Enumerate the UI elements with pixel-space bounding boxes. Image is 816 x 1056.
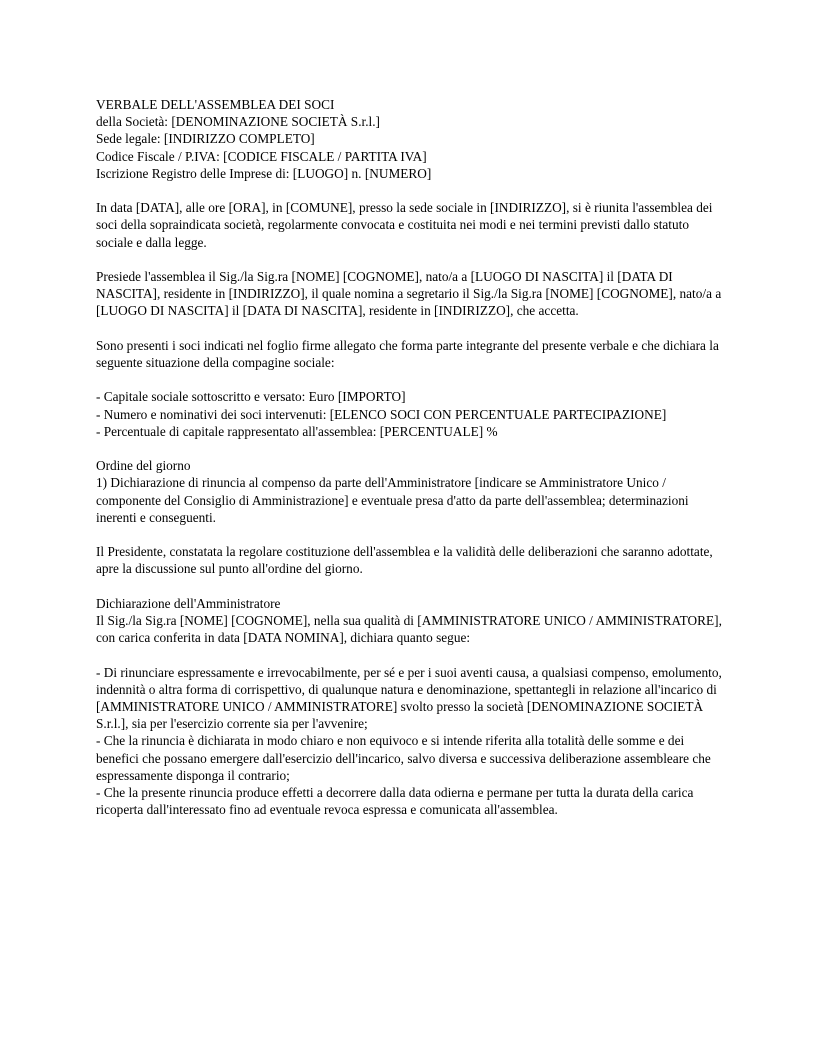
waiver-terms-list-line: - Che la presente rinuncia produce effetti a decorrere dalla data odierna e permane per tutta la durata della carica ricoperta dall'interessato fino ad eventuale revoca espressa e comunicata all'assemblea. <box>96 785 697 818</box>
document-heading-line: Codice Fiscale / P.IVA: [CODICE FISCALE / PARTITA IVA] <box>96 148 427 164</box>
convocation-paragraph <box>96 199 722 251</box>
president-opening-paragraph-line: Il Presidente, constatata la regolare costituzione dell'assemblea e la validità delle deliberazioni che saranno adottate, apre la discussione sul punto all'ordine del giorno. <box>96 544 717 577</box>
officers-paragraph-line: Presiede l'assemblea il Sig./la Sig.ra [NOME] [COGNOME], nato/a a [LUOGO DI NASCITA] il [DATA DI NASCITA], residente in [INDIRIZZO], il quale nomina a segretario il Sig./la Sig.ra [NOME] [COGNOME], nato/a a [LUOGO DI NASCITA] il [DATA DI NASCITA], residente in [INDIRIZZO], che accetta. <box>96 269 725 319</box>
agenda-section <box>96 457 722 526</box>
capital-details-list-line: - Capitale sociale sottoscritto e versato: Euro [IMPORTO] <box>96 389 406 405</box>
administrator-declaration-section <box>96 595 726 647</box>
agenda-section-line: Ordine del giorno <box>96 458 191 474</box>
president-opening-paragraph <box>96 543 722 577</box>
officers-paragraph <box>96 268 725 320</box>
waiver-terms-list <box>96 664 726 819</box>
agenda-section-line: 1) Dichiarazione di rinuncia al compenso da parte dell'Amministratore [indicare se Amministratore Unico / componente del Consiglio di Amministrazione] e eventuale presa d'atto da parte dell'assemblea; determinazioni inerenti e conseguenti. <box>96 475 692 525</box>
attendance-paragraph-line: Sono presenti i soci indicati nel foglio firme allegato che forma parte integrante del presente verbale e che dichiara la seguente situazione della compagine sociale: <box>96 337 723 370</box>
capital-details-list-line: - Percentuale di capitale rappresentato all'assemblea: [PERCENTUALE] % <box>96 423 498 439</box>
capital-details-list <box>96 388 722 440</box>
attendance-paragraph <box>96 337 722 371</box>
document-heading-line: Iscrizione Registro delle Imprese di: [LUOGO] n. [NUMERO] <box>96 165 432 181</box>
administrator-declaration-section-line: Il Sig./la Sig.ra [NOME] [COGNOME], nella sua qualità di [AMMINISTRATORE UNICO / AMMINISTRATORE], con carica conferita in data [DATA NOMINA], dichiara quanto segue: <box>96 612 726 646</box>
waiver-terms-list-line: - Che la rinuncia è dichiarata in modo chiaro e non equivoco e si intende riferita alla totalità delle somme e dei benefici che possano emergere dall'esercizio dell'incarico, salvo diversa e successiva deliberazione assembleare che espressamente disponga il contrario; <box>96 733 715 783</box>
document-body <box>96 96 726 818</box>
document-heading-line: della Società: [DENOMINAZIONE SOCIETÀ S.r.l.] <box>96 114 380 130</box>
document-heading-line: VERBALE DELL'ASSEMBLEA DEI SOCI <box>96 97 335 112</box>
waiver-terms-list-line: - Di rinunciare espressamente e irrevocabilmente, per sé e per i suoi aventi causa, a qualsiasi compenso, emolumento, indennità o altra forma di corrispettivo, di qualunque natura e denominazione, spettantegli in relazione all'incarico di [AMMINISTRATORE UNICO / AMMINISTRATORE] svolto presso la società [DENOMINAZIONE SOCIETÀ S.r.l.], sia per l'esercizio corrente sia per l'avvenire; <box>96 664 726 732</box>
document-heading <box>96 96 722 182</box>
document-heading-line: Sede legale: [INDIRIZZO COMPLETO] <box>96 131 315 147</box>
administrator-declaration-section-line: Dichiarazione dell'Amministratore <box>96 595 281 611</box>
convocation-paragraph-line: In data [DATA], alle ore [ORA], in [COMUNE], presso la sede sociale in [INDIRIZZO], si è riunita l'assemblea dei soci della sopraindicata società, regolarmente convocata e costituita nei modi e nei termini previsti dallo statuto sociale e dalla legge. <box>96 200 716 250</box>
capital-details-list-line: - Numero e nominativi dei soci intervenuti: [ELENCO SOCI CON PERCENTUALE PARTECIPAZIONE] <box>96 406 667 422</box>
